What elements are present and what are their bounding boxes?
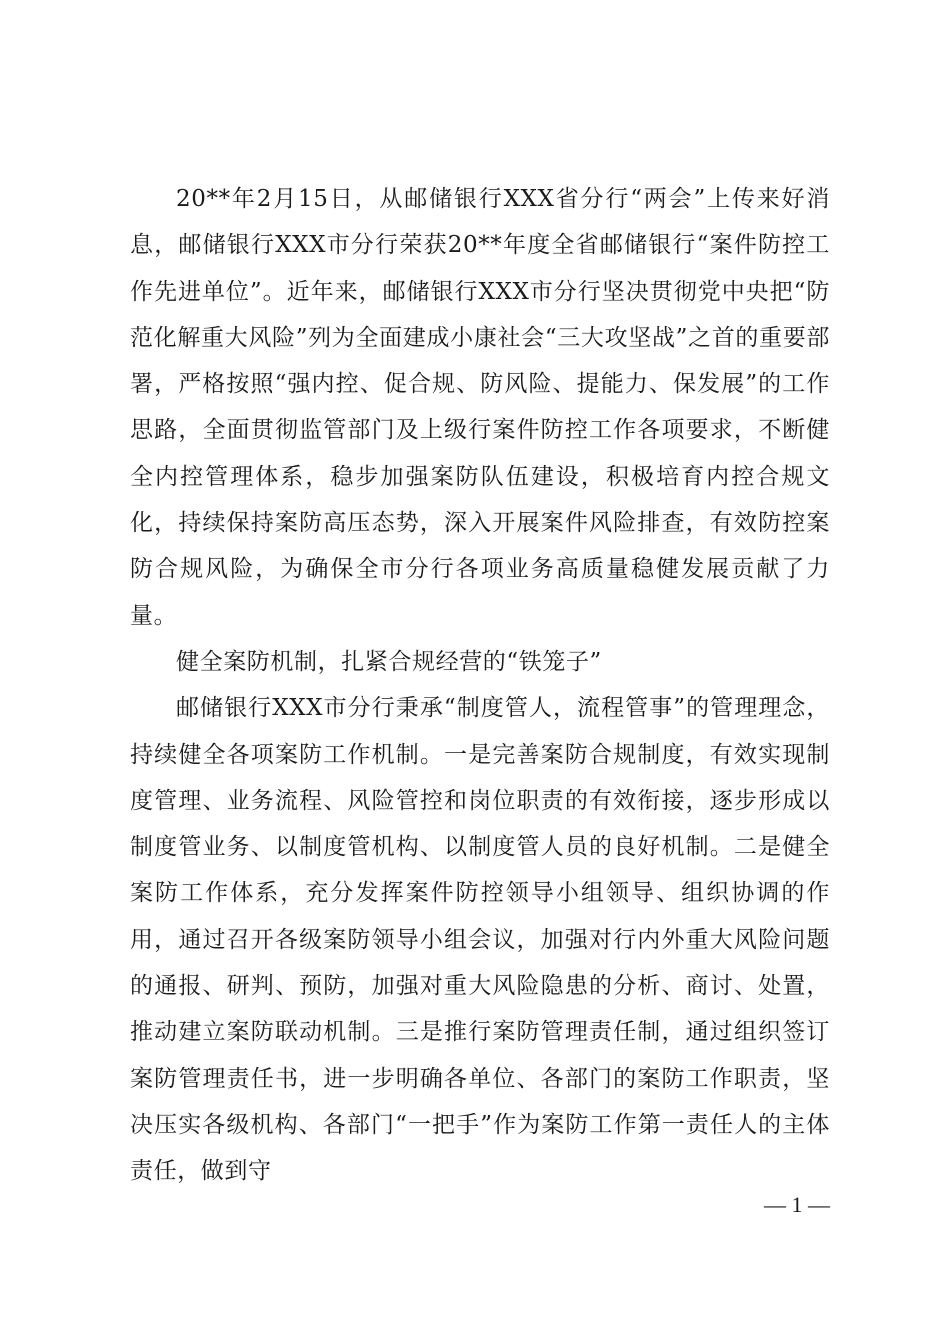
page-number: — 1 — — [764, 1192, 830, 1217]
section-heading: 健全案防机制，扎紧合规经营的“铁笼子” — [176, 648, 602, 675]
paragraph-mechanism: 邮储银行XXX市分行秉承“制度管人，流程管事”的管理理念，持续健全各项案防工作机制。一是完善案防合规制度，有效实现制度管理、业务流程、风险管控和岗位职责的有效衔接，逐步形成以制度管业务、以制度管机构、以制度管人员的良好机制。二是健全案防工作体系，充分发挥案件防控领导小组领导、组织协调的作用，通过召开各级案防领导小组会议，加强对行内外重大风险问题的通报、研判、预防，加强对重大风险隐患的分析、商讨、处置，推动建立案防联动机制。三是推行案防管理责任制，通过组织签订案防管理责任书，进一步明确各单位、各部门的案防工作职责，坚决压实各级机构、各部门“一把手”作为案防工作第一责任人的主体责任，做到守 — [130, 695, 830, 1185]
paragraph-intro: 20**年2月15日，从邮储银行XXX省分行“两会”上传来好消息，邮储银行XXX市分行荣获20**年度全省邮储银行“案件防控工作先进单位”。近年来，邮储银行XXX市分行坚决贯彻党中央把“防范化解重大风险”列为全面建成小康社会“三大攻坚战”之首的重要部署，严格按照“强内控、促合规、防风险、提能力、保发展”的工作思路，全面贯彻监管部门及上级行案件防控工作各项要求，不断健全内控管理体系，稳步加强案防队伍建设，积极培育内控合规文化，持续保持案防高压态势，深入开展案件风险排查，有效防控案防合规风险，为确保全市分行各项业务高质量稳健发展贡献了力量。 — [130, 186, 830, 629]
document-body — [130, 176, 830, 1195]
